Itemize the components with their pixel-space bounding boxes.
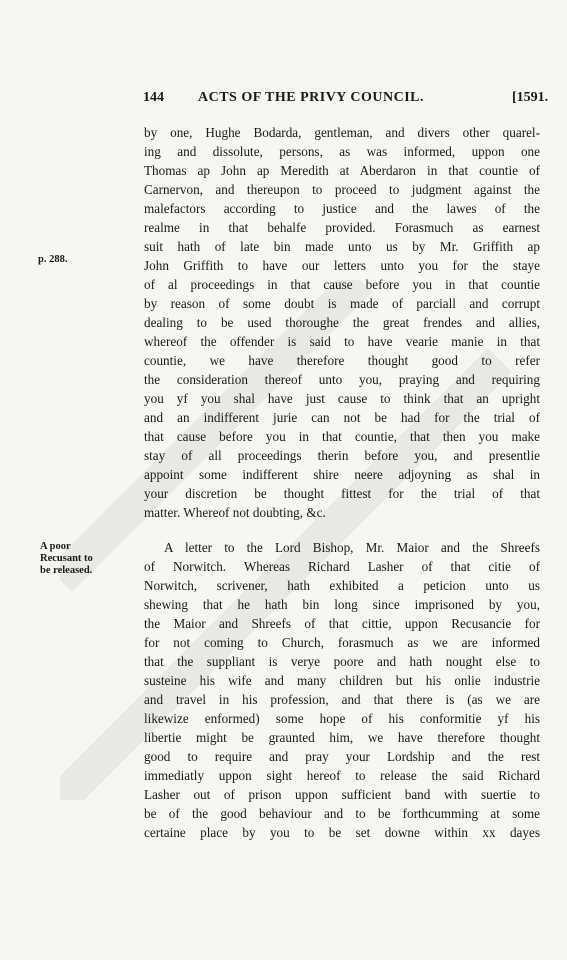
page-number: 144 xyxy=(143,90,164,105)
text-line: that the suppliant is verye poore and hath nought else to xyxy=(144,654,540,669)
text-line: libertie might be graunted him, we have therefore thought xyxy=(144,730,540,745)
margin-page-reference: p. 288. xyxy=(38,254,68,265)
text-line: immediatly uppon sight hereof to release the said Richard xyxy=(144,768,540,783)
text-line: certaine place by you to be set downe within xx dayes xyxy=(144,825,540,840)
text-line: the Maior and Shreefs of that cittie, uppon Recusancie for xyxy=(144,616,540,631)
text-line: suit hath of late bin made unto us by Mr. Griffith ap xyxy=(144,239,540,254)
text-line: Lasher out of prison uppon sufficient band with suertie to xyxy=(144,787,540,802)
paragraph-letter-norwich xyxy=(144,538,540,842)
text-line: stay of all proceedings therin before you, and presentlie xyxy=(144,448,540,463)
side-note-line: be released. xyxy=(40,565,93,576)
text-line: and an indifferent jurie can not be had for the trial of xyxy=(144,410,540,425)
side-note-line: Recusant to xyxy=(40,553,93,564)
text-line: good to require and pray your Lordship and the rest xyxy=(144,749,540,764)
text-line: matter. Whereof not doubting, &c. xyxy=(144,505,326,520)
text-line: whereof the offender is said to have vearie manie in that xyxy=(144,334,540,349)
text-line: John Griffith to have our letters unto you for the staye xyxy=(144,258,540,273)
year-marker: [1591. xyxy=(512,90,549,105)
text-line: dealing to be used thoroughe the great frendes and allies, xyxy=(144,315,540,330)
running-title: ACTS OF THE PRIVY COUNCIL. xyxy=(198,90,425,105)
text-line: that cause before you in that countie, that then you make xyxy=(144,429,540,444)
text-line: of al proceedings in that cause before you in that countie xyxy=(144,277,540,292)
paragraph-continued xyxy=(144,123,540,522)
text-line: Carnervon, and thereupon to proceed to judgment against the xyxy=(144,182,540,197)
text-line: Norwitch, scrivener, hath exhibited a peticion unto us xyxy=(144,578,540,593)
text-line: your discretion be thought fittest for the trial of that xyxy=(144,486,540,501)
text-line: A letter to the Lord Bishop, Mr. Maior and the Shreefs xyxy=(164,540,540,555)
text-line: and travel in his profession, and that there is (as we are xyxy=(144,692,540,707)
text-line: for not coming to Church, forasmuch as we are informed xyxy=(144,635,540,650)
text-line: likewize enformed) some hope of his conformitie yf his xyxy=(144,711,540,726)
text-line: by one, Hughe Bodarda, gentleman, and divers other quarel- xyxy=(144,125,540,140)
side-note-line: A poor xyxy=(40,541,71,552)
text-line: appoint some indifferent shire neere adjoyning as shal in xyxy=(144,467,540,482)
text-line: of Norwitch. Whereas Richard Lasher of that citie of xyxy=(144,559,540,574)
text-line: countie, we have therefore thought good to refer xyxy=(144,353,540,368)
text-line: susteine his wife and many children but his onlie industrie xyxy=(144,673,540,688)
text-line: malefactors according to justice and the lawes of the xyxy=(144,201,540,216)
running-header xyxy=(0,90,567,114)
text-line: ing and dissolute, persons, as was informed, uppon one xyxy=(144,144,540,159)
text-line: shewing that he hath bin long since imprisoned by you, xyxy=(144,597,540,612)
text-line: be of the good behaviour and to be forthcumming at some xyxy=(144,806,540,821)
text-line: you yf you shal have just cause to think that an upright xyxy=(144,391,540,406)
text-line: realme in that behalfe provided. Forasmuch as earnest xyxy=(144,220,540,235)
text-line: Thomas ap John ap Meredith at Aberdaron in that countie of xyxy=(144,163,540,178)
text-line: the consideration thereof unto you, praying and requiring xyxy=(144,372,540,387)
text-line: by reason of some doubt is made of parciall and corrupt xyxy=(144,296,540,311)
margin-side-note xyxy=(40,541,110,577)
